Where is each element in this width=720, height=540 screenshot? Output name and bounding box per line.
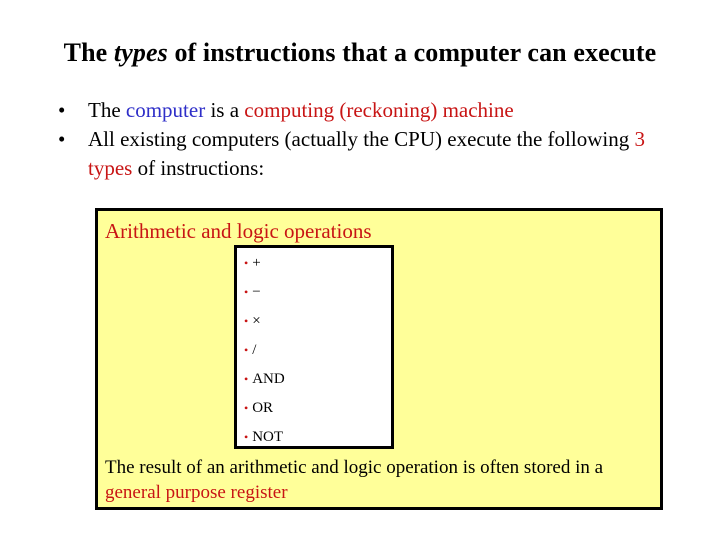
operation-label: NOT	[252, 429, 284, 445]
title-before: The	[63, 38, 114, 67]
operation-label: OR	[252, 400, 274, 416]
bullet-text-part: The	[88, 98, 126, 122]
instruction-type-panel	[95, 208, 663, 510]
bullet-item	[58, 96, 678, 125]
bullet-list	[58, 96, 678, 183]
title-after: of instructions that a computer can execute	[167, 38, 657, 67]
operation-item	[244, 340, 256, 360]
operation-label: −	[252, 284, 261, 300]
operation-item	[244, 398, 273, 418]
bullet-marker: •	[58, 98, 66, 122]
result-text: The result of an arithmetic and logic operation is often stored in a	[105, 457, 604, 478]
operation-label: /	[252, 342, 257, 358]
bullet-item	[58, 125, 678, 183]
slide-title	[0, 38, 720, 68]
bullet-icon: •	[244, 343, 249, 357]
operation-item	[244, 253, 261, 273]
bullet-text-part: computer	[125, 98, 206, 122]
bullet-marker: •	[58, 127, 66, 151]
bullet-icon: •	[244, 430, 249, 444]
bullet-icon: •	[244, 285, 249, 299]
title-italic: types	[113, 38, 168, 67]
bullet-icon: •	[244, 256, 249, 270]
bullet-text-part: All existing computers (actually the CPU) execute the following	[88, 127, 635, 151]
operation-item	[244, 311, 261, 331]
bullet-text-part: 3 types	[88, 127, 645, 180]
operation-item	[244, 427, 283, 447]
operation-item	[244, 369, 285, 389]
result-highlight: general purpose register	[105, 482, 288, 503]
operation-item	[244, 282, 261, 302]
panel-heading: Arithmetic and logic operations	[105, 219, 372, 243]
operations-list	[234, 245, 394, 449]
operation-label: +	[252, 255, 261, 271]
bullet-text-part: is a	[205, 98, 245, 122]
bullet-text-part: computing (reckoning) machine	[244, 98, 514, 122]
operation-label: AND	[252, 371, 285, 387]
result-note	[105, 455, 655, 505]
bullet-icon: •	[244, 372, 249, 386]
bullet-icon: •	[244, 401, 249, 415]
bullet-text-part: of instructions:	[132, 156, 265, 180]
operation-label: ×	[252, 313, 261, 329]
bullet-icon: •	[244, 314, 249, 328]
